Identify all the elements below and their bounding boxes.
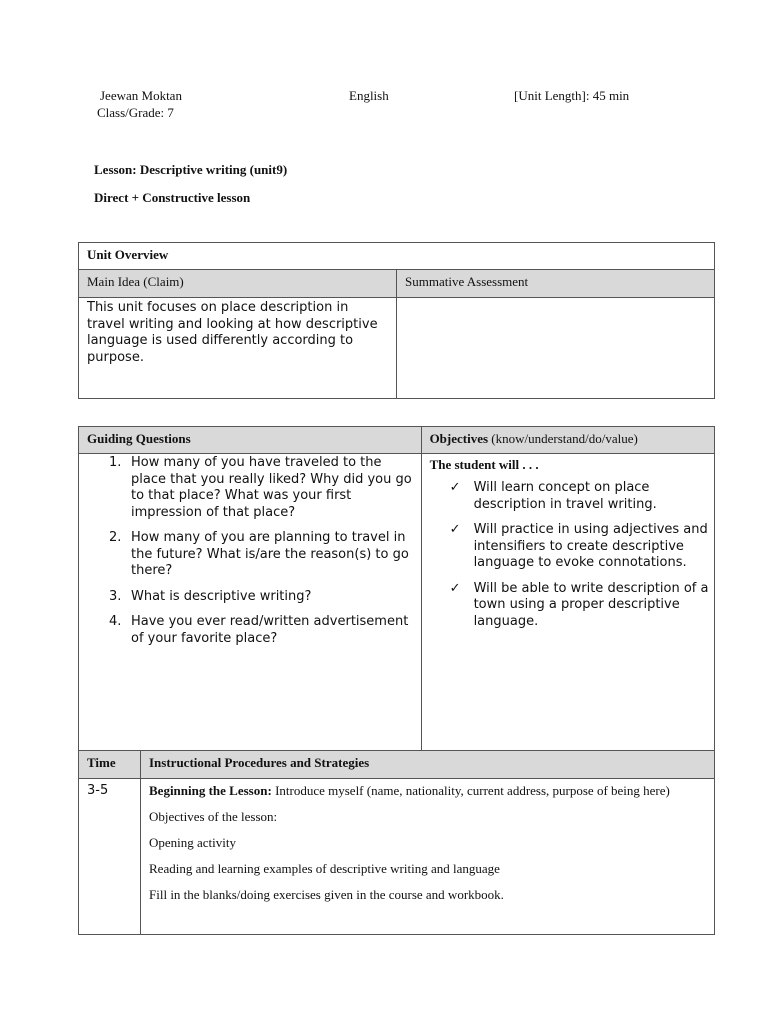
procedure-item: Fill in the blanks/doing exercises given in the course and workbook. [149, 887, 504, 902]
objective-item: ✓ Will practice in using adjectives and intensifiers to create descriptive language to evoke connotations. [449, 522, 708, 570]
summative-label: Summative Assessment [397, 270, 715, 298]
objectives-cell [421, 454, 714, 751]
objective-item: ✓ Will learn concept on place description in travel writing. [449, 480, 657, 512]
lesson-plan-table [78, 426, 715, 935]
guiding-question: 1. How many of you have traveled to the place that you really liked? Why did you go to that place? What was your first impression of that place? [109, 455, 412, 520]
subject: English [349, 88, 389, 103]
unit-overview-heading: Unit Overview [79, 243, 715, 270]
unit-overview-table [78, 242, 715, 399]
lesson-title [94, 162, 287, 178]
objectives-subheading: (know/understand/do/value) [491, 431, 638, 446]
lesson-title-value: Descriptive writing (unit9) [139, 162, 288, 177]
guiding-question: 3. What is descriptive writing? [109, 588, 312, 604]
check-icon: ✓ [449, 580, 461, 596]
objective-item: ✓ Will be able to write description of a town using a proper descriptive language. [449, 580, 709, 629]
check-icon: ✓ [449, 522, 461, 537]
guiding-questions-list [79, 455, 421, 647]
beginning-label: Beginning the Lesson: [149, 783, 272, 798]
procedure-item: Opening activity [149, 835, 237, 850]
unit-length: [Unit Length]: 45 min [514, 88, 630, 103]
procedures-heading: Instructional Procedures and Strategies [141, 751, 715, 779]
beginning-lesson [149, 782, 706, 799]
main-idea-label: Main Idea (Claim) [79, 270, 397, 298]
guiding-questions-cell [79, 454, 422, 751]
beginning-text: Introduce myself (name, nationality, current address, purpose of being here) [275, 783, 670, 798]
class-grade: Class/Grade: 7 [97, 105, 174, 120]
guiding-question: 2. How many of you are planning to travel in the future? What is/are the reason(s) to go there? [109, 530, 409, 578]
procedures-cell [141, 779, 715, 935]
summative-text [397, 298, 715, 399]
objectives-heading-cell [421, 427, 714, 454]
teacher-name: Jeewan Moktan [100, 88, 182, 103]
time-heading: Time [79, 751, 141, 779]
lesson-type: Direct + Constructive lesson [94, 190, 251, 205]
objectives-list [422, 480, 714, 630]
lesson-title-label: Lesson: [94, 162, 137, 177]
procedure-item: Objectives of the lesson: [149, 809, 278, 824]
check-icon: ✓ [449, 480, 461, 495]
guiding-question: 4. Have you ever read/written advertisement of your favorite place? [109, 614, 409, 646]
time-value: 3-5 [79, 779, 141, 935]
procedure-item: Reading and learning examples of descriptive writing and language [149, 861, 500, 876]
objectives-heading: Objectives [429, 431, 489, 446]
main-idea-text: This unit focuses on place description in travel writing and looking at how descriptive language is used differently according to purpose. [79, 298, 397, 399]
guiding-questions-heading: Guiding Questions [79, 427, 422, 454]
student-will: The student will . . . [429, 457, 539, 472]
